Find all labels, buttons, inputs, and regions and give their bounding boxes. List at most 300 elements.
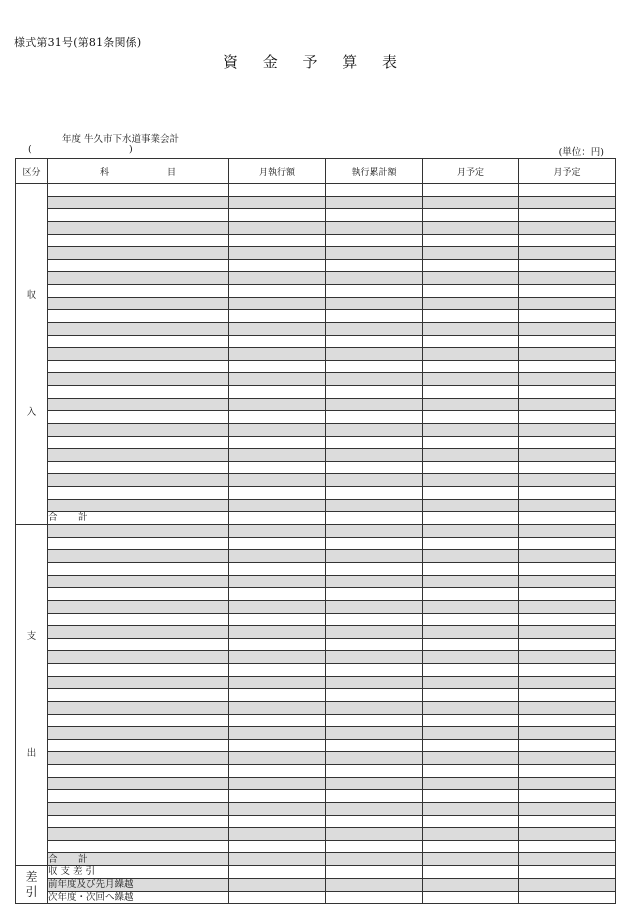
- item-cell: [48, 550, 229, 563]
- amount-cell: [326, 221, 423, 234]
- table-row: [16, 537, 616, 550]
- amount-cell: [326, 461, 423, 474]
- amount-cell: [326, 348, 423, 361]
- col-cumulative-exec: 執行累計額: [326, 159, 423, 184]
- item-cell: [48, 272, 229, 285]
- amount-cell: [326, 626, 423, 639]
- item-cell: [48, 184, 229, 197]
- table-row: [16, 512, 616, 525]
- amount-cell: [229, 853, 326, 866]
- item-cell: [48, 247, 229, 260]
- amount-cell: [423, 487, 519, 500]
- amount-cell: [229, 335, 326, 348]
- amount-cell: [229, 828, 326, 841]
- amount-cell: [326, 701, 423, 714]
- amount-cell: [423, 234, 519, 247]
- amount-cell: [519, 638, 616, 651]
- amount-cell: [229, 234, 326, 247]
- amount-cell: [326, 234, 423, 247]
- amount-cell: [229, 727, 326, 740]
- amount-cell: [229, 247, 326, 260]
- section-label-income: [16, 184, 48, 525]
- amount-cell: [519, 423, 616, 436]
- table-row: [16, 436, 616, 449]
- amount-cell: [423, 563, 519, 576]
- table-row: [16, 575, 616, 588]
- amount-cell: [326, 815, 423, 828]
- amount-cell: [229, 499, 326, 512]
- total-char: 計: [78, 853, 88, 865]
- item-cell: [48, 840, 229, 853]
- item-cell: [48, 474, 229, 487]
- amount-cell: [423, 802, 519, 815]
- section-char: 支: [26, 630, 37, 642]
- item-cell: [48, 777, 229, 790]
- item-cell: [48, 802, 229, 815]
- amount-cell: [423, 348, 519, 361]
- amount-cell: [229, 664, 326, 677]
- amount-cell: [519, 537, 616, 550]
- total-label-expense: [48, 853, 229, 866]
- amount-cell: [423, 891, 519, 904]
- amount-cell: [423, 449, 519, 462]
- amount-cell: [229, 765, 326, 778]
- item-cell: [48, 221, 229, 234]
- table-row: [16, 626, 616, 639]
- item-cell: [48, 322, 229, 335]
- amount-cell: [326, 739, 423, 752]
- amount-cell: [326, 310, 423, 323]
- amount-cell: [229, 272, 326, 285]
- amount-cell: [229, 297, 326, 310]
- amount-cell: [326, 563, 423, 576]
- amount-cell: [519, 525, 616, 538]
- amount-cell: [326, 259, 423, 272]
- amount-cell: [229, 878, 326, 891]
- amount-cell: [229, 474, 326, 487]
- item-cell: [48, 373, 229, 386]
- table-row: [16, 727, 616, 740]
- item-cell: [48, 209, 229, 222]
- amount-cell: [326, 853, 423, 866]
- amount-cell: [423, 386, 519, 399]
- section-char: 出: [26, 748, 37, 760]
- item-cell: [48, 752, 229, 765]
- item-cell: [48, 600, 229, 613]
- amount-cell: [519, 588, 616, 601]
- item-cell: [48, 487, 229, 500]
- amount-cell: [519, 360, 616, 373]
- amount-cell: [326, 777, 423, 790]
- table-row: [16, 765, 616, 778]
- amount-cell: [423, 398, 519, 411]
- amount-cell: [423, 335, 519, 348]
- amount-cell: [423, 689, 519, 702]
- item-cell: [48, 765, 229, 778]
- table-row: [16, 802, 616, 815]
- form-number: 様式第31号(第81条関係): [14, 36, 142, 49]
- amount-cell: [423, 322, 519, 335]
- item-cell: [48, 563, 229, 576]
- amount-cell: [229, 550, 326, 563]
- amount-cell: [326, 474, 423, 487]
- amount-cell: [229, 411, 326, 424]
- amount-cell: [519, 234, 616, 247]
- item-cell: [48, 196, 229, 209]
- table-row: [16, 461, 616, 474]
- item-cell: [48, 335, 229, 348]
- amount-cell: [326, 828, 423, 841]
- table-row: [16, 335, 616, 348]
- table-row: [16, 664, 616, 677]
- table-row: [16, 487, 616, 500]
- header-row: [16, 159, 616, 184]
- col-month-plan-2: 月予定: [519, 159, 616, 184]
- amount-cell: [519, 322, 616, 335]
- amount-cell: [326, 499, 423, 512]
- item-cell: [48, 449, 229, 462]
- item-cell: [48, 714, 229, 727]
- amount-cell: [519, 184, 616, 197]
- amount-cell: [519, 664, 616, 677]
- amount-cell: [229, 563, 326, 576]
- amount-cell: [326, 878, 423, 891]
- table-row: [16, 714, 616, 727]
- amount-cell: [229, 575, 326, 588]
- amount-cell: [423, 525, 519, 538]
- amount-cell: [423, 259, 519, 272]
- amount-cell: [326, 550, 423, 563]
- amount-cell: [519, 499, 616, 512]
- table-row: [16, 525, 616, 538]
- amount-cell: [519, 550, 616, 563]
- table-row: [16, 891, 616, 904]
- amount-cell: [423, 866, 519, 879]
- amount-cell: [423, 815, 519, 828]
- amount-cell: [326, 575, 423, 588]
- amount-cell: [229, 348, 326, 361]
- amount-cell: [229, 802, 326, 815]
- item-cell: [48, 626, 229, 639]
- section-label-difference: [16, 866, 48, 904]
- item-cell: [48, 828, 229, 841]
- amount-cell: [326, 866, 423, 879]
- item-cell: [48, 537, 229, 550]
- amount-cell: [519, 840, 616, 853]
- amount-cell: [326, 512, 423, 525]
- amount-cell: [423, 512, 519, 525]
- amount-cell: [519, 449, 616, 462]
- table-row: [16, 777, 616, 790]
- amount-cell: [519, 259, 616, 272]
- table-row: [16, 689, 616, 702]
- amount-cell: [423, 499, 519, 512]
- table-row: [16, 638, 616, 651]
- amount-cell: [423, 209, 519, 222]
- amount-cell: [229, 221, 326, 234]
- item-cell: [48, 310, 229, 323]
- table-row: [16, 360, 616, 373]
- item-cell: [48, 790, 229, 803]
- amount-cell: [326, 752, 423, 765]
- amount-cell: [519, 436, 616, 449]
- item-cell: [48, 739, 229, 752]
- document-title: 資 金 予 算 表: [222, 53, 408, 71]
- amount-cell: [519, 272, 616, 285]
- table-row: [16, 613, 616, 626]
- amount-cell: [229, 866, 326, 879]
- table-row: [16, 398, 616, 411]
- item-cell: [48, 815, 229, 828]
- col-kubun: 区分: [16, 159, 48, 184]
- table-row: [16, 373, 616, 386]
- amount-cell: [519, 398, 616, 411]
- amount-cell: [519, 752, 616, 765]
- amount-cell: [229, 689, 326, 702]
- amount-cell: [423, 360, 519, 373]
- amount-cell: [519, 765, 616, 778]
- amount-cell: [326, 184, 423, 197]
- amount-cell: [326, 676, 423, 689]
- col-item-left: 科: [100, 167, 110, 178]
- amount-cell: [519, 777, 616, 790]
- amount-cell: [326, 537, 423, 550]
- amount-cell: [519, 815, 616, 828]
- amount-cell: [423, 423, 519, 436]
- amount-cell: [423, 701, 519, 714]
- table-row: [16, 853, 616, 866]
- paren-close: ): [129, 144, 133, 155]
- item-cell: [48, 411, 229, 424]
- amount-cell: [326, 423, 423, 436]
- amount-cell: [326, 727, 423, 740]
- amount-cell: [423, 537, 519, 550]
- table-row: [16, 790, 616, 803]
- amount-cell: [423, 436, 519, 449]
- amount-cell: [519, 196, 616, 209]
- amount-cell: [229, 461, 326, 474]
- amount-cell: [519, 209, 616, 222]
- table-row: [16, 272, 616, 285]
- amount-cell: [229, 398, 326, 411]
- table-row: [16, 196, 616, 209]
- difference-row-label: 収 支 差 引: [48, 866, 229, 879]
- amount-cell: [423, 714, 519, 727]
- amount-cell: [326, 891, 423, 904]
- table-row: [16, 499, 616, 512]
- amount-cell: [423, 411, 519, 424]
- amount-cell: [326, 790, 423, 803]
- item-cell: [48, 638, 229, 651]
- difference-row-label: 前年度及び先月繰越: [48, 878, 229, 891]
- amount-cell: [326, 196, 423, 209]
- amount-cell: [519, 335, 616, 348]
- amount-cell: [423, 727, 519, 740]
- amount-cell: [229, 701, 326, 714]
- amount-cell: [326, 386, 423, 399]
- table-row: [16, 866, 616, 879]
- amount-cell: [229, 184, 326, 197]
- table-row: [16, 739, 616, 752]
- amount-cell: [423, 840, 519, 853]
- total-char: 合: [48, 512, 58, 524]
- table-row: [16, 588, 616, 601]
- amount-cell: [326, 373, 423, 386]
- amount-cell: [229, 752, 326, 765]
- amount-cell: [326, 802, 423, 815]
- amount-cell: [423, 184, 519, 197]
- amount-cell: [423, 310, 519, 323]
- total-char: 計: [78, 512, 88, 524]
- amount-cell: [423, 474, 519, 487]
- amount-cell: [229, 676, 326, 689]
- amount-cell: [229, 512, 326, 525]
- amount-cell: [423, 285, 519, 298]
- section-label-expense: [16, 525, 48, 866]
- amount-cell: [519, 512, 616, 525]
- table-row: [16, 815, 616, 828]
- table-row: [16, 423, 616, 436]
- amount-cell: [519, 285, 616, 298]
- item-cell: [48, 398, 229, 411]
- amount-cell: [519, 487, 616, 500]
- amount-cell: [519, 221, 616, 234]
- amount-cell: [326, 322, 423, 335]
- amount-cell: [423, 461, 519, 474]
- table-body: [16, 184, 616, 904]
- item-cell: [48, 499, 229, 512]
- amount-cell: [326, 613, 423, 626]
- amount-cell: [423, 739, 519, 752]
- amount-cell: [229, 626, 326, 639]
- fiscal-year-label: 年度 牛久市下水道事業会計: [62, 134, 180, 145]
- amount-cell: [423, 626, 519, 639]
- item-cell: [48, 651, 229, 664]
- amount-cell: [423, 676, 519, 689]
- table-row: [16, 310, 616, 323]
- item-cell: [48, 234, 229, 247]
- amount-cell: [229, 259, 326, 272]
- section-char: 差: [25, 869, 38, 884]
- amount-cell: [423, 765, 519, 778]
- amount-cell: [519, 373, 616, 386]
- item-cell: [48, 525, 229, 538]
- budget-table: [15, 158, 616, 904]
- unit-label: (単位：円): [558, 147, 604, 158]
- amount-cell: [229, 815, 326, 828]
- amount-cell: [229, 613, 326, 626]
- total-label-income: [48, 512, 229, 525]
- amount-cell: [423, 828, 519, 841]
- table-row: [16, 411, 616, 424]
- amount-cell: [423, 752, 519, 765]
- amount-cell: [519, 727, 616, 740]
- amount-cell: [519, 247, 616, 260]
- amount-cell: [326, 247, 423, 260]
- amount-cell: [326, 600, 423, 613]
- item-cell: [48, 575, 229, 588]
- table-row: [16, 234, 616, 247]
- table-row: [16, 550, 616, 563]
- amount-cell: [519, 739, 616, 752]
- item-cell: [48, 701, 229, 714]
- item-cell: [48, 348, 229, 361]
- amount-cell: [519, 563, 616, 576]
- total-char: 合: [48, 853, 58, 865]
- amount-cell: [519, 853, 616, 866]
- amount-cell: [326, 840, 423, 853]
- amount-cell: [229, 196, 326, 209]
- item-cell: [48, 436, 229, 449]
- amount-cell: [519, 828, 616, 841]
- table-row: [16, 651, 616, 664]
- amount-cell: [423, 638, 519, 651]
- amount-cell: [519, 600, 616, 613]
- table-row: [16, 701, 616, 714]
- amount-cell: [229, 285, 326, 298]
- amount-cell: [519, 651, 616, 664]
- amount-cell: [423, 777, 519, 790]
- amount-cell: [326, 651, 423, 664]
- table-row: [16, 259, 616, 272]
- item-cell: [48, 676, 229, 689]
- amount-cell: [229, 525, 326, 538]
- amount-cell: [519, 310, 616, 323]
- item-cell: [48, 259, 229, 272]
- amount-cell: [423, 790, 519, 803]
- amount-cell: [519, 701, 616, 714]
- amount-cell: [229, 322, 326, 335]
- amount-cell: [423, 575, 519, 588]
- amount-cell: [229, 537, 326, 550]
- amount-cell: [229, 436, 326, 449]
- amount-cell: [229, 487, 326, 500]
- table-row: [16, 386, 616, 399]
- col-item-right: 目: [166, 167, 176, 178]
- amount-cell: [326, 689, 423, 702]
- amount-cell: [229, 423, 326, 436]
- section-char: 引: [25, 884, 38, 899]
- amount-cell: [326, 360, 423, 373]
- amount-cell: [326, 297, 423, 310]
- table-row: [16, 676, 616, 689]
- amount-cell: [229, 638, 326, 651]
- amount-cell: [229, 651, 326, 664]
- table-row: [16, 221, 616, 234]
- amount-cell: [423, 272, 519, 285]
- amount-cell: [519, 891, 616, 904]
- section-char: 入: [26, 406, 37, 418]
- table-row: [16, 828, 616, 841]
- table-row: [16, 348, 616, 361]
- table-row: [16, 322, 616, 335]
- amount-cell: [326, 714, 423, 727]
- amount-cell: [229, 600, 326, 613]
- amount-cell: [326, 588, 423, 601]
- amount-cell: [519, 878, 616, 891]
- amount-cell: [519, 714, 616, 727]
- amount-cell: [326, 335, 423, 348]
- amount-cell: [229, 209, 326, 222]
- table-row: [16, 247, 616, 260]
- amount-cell: [326, 664, 423, 677]
- col-monthly-exec: 月執行額: [229, 159, 326, 184]
- item-cell: [48, 613, 229, 626]
- item-cell: [48, 727, 229, 740]
- table-row: [16, 184, 616, 197]
- amount-cell: [519, 297, 616, 310]
- table-row: [16, 840, 616, 853]
